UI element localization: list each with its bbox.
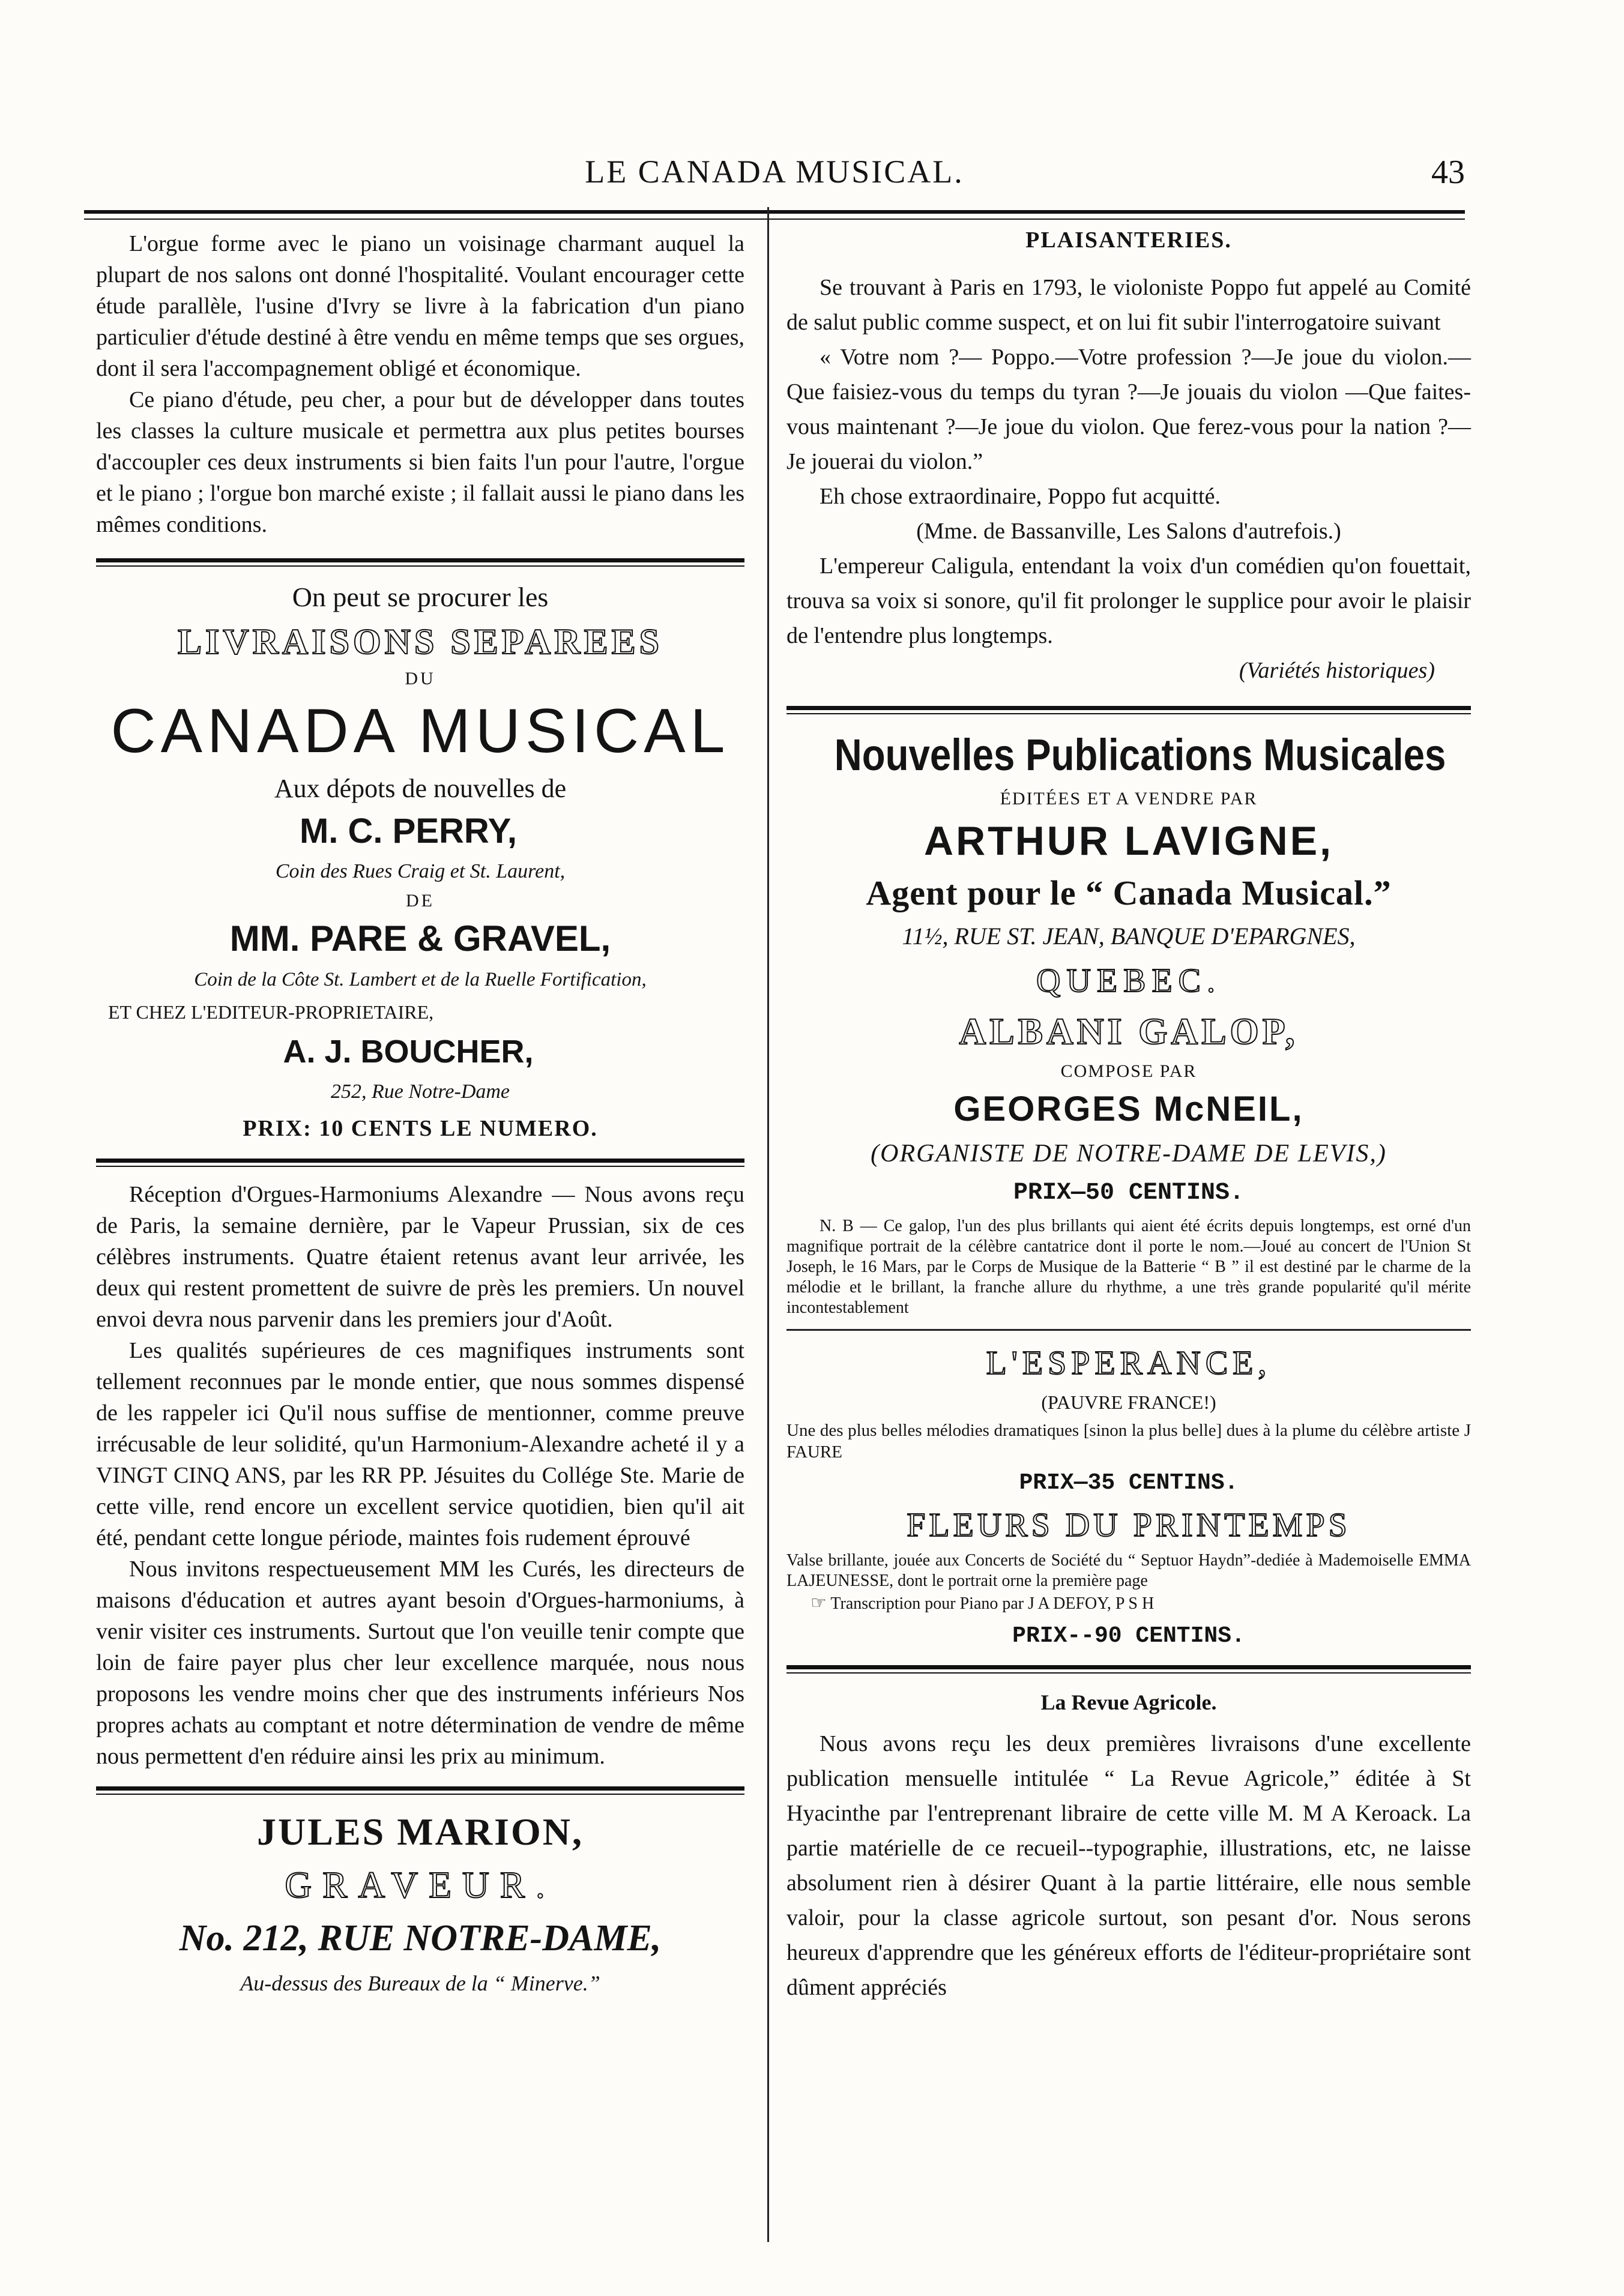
ad-name: JULES MARION,	[257, 1810, 584, 1853]
plaisanteries-paragraph: « Votre nom ?— Poppo.—Votre profession ?—Je joue du violon.—Que faisiez-vous du temps du tyran ?—Je jouais du violon —Que faites-vous maintenant ?—Je joue du violon. Que ferez-vous pour la nation ?—Je jouerai du violon.”	[786, 345, 1471, 474]
ad-line: COMPOSE PAR	[1060, 1061, 1197, 1081]
right-column	[786, 216, 1471, 2005]
reception-paragraph: Réception d'Orgues-Harmoniums Alexandre — Nous avons reçu de Paris, la semaine dernière, par le Vapeur Prussian, six de ces célèbres instruments. Quatre étaient retenus avant leur arrivée, les deux qui restent promettent de suivre de près les premiers. Un nouvel envoi devra nous parvenir dans les premiers jour d'Août.	[96, 1182, 744, 1332]
ad-line: (ORGANISTE DE NOTRE-DAME DE LEVIS,)	[871, 1140, 1387, 1168]
livraisons-advertisement	[96, 579, 744, 1146]
ad-title: ALBANI GALOP,	[959, 1011, 1299, 1052]
source-citation: (Variétés historiques)	[1239, 658, 1435, 683]
section-rule	[96, 1159, 744, 1167]
revue-paragraph: Nous avons reçu les deux premières livraisons d'une excellente publication mensuelle intitulée “ La Revue Agricole,” éditée à St Hyacinthe par l'entreprenant libraire de cette ville M. M A Keroack. La partie matérielle de ce recueil--typographie, illustrations, etc, ne laisse absolument rien à désirer Quant à la partie littéraire, elle nous semble valoir, pour la classe agricole surtout, son pesant d'or. Nous serons heureux d'apprendre que les généreux efforts de l'éditeur-propriétaire sont dûment appréciés	[786, 1731, 1471, 2000]
source-citation: (Mme. de Bassanville, Les Salons d'autrefois.)	[916, 519, 1341, 544]
section-rule	[96, 1786, 744, 1795]
ad-city: QUEBEC.	[1036, 962, 1221, 999]
ad-note: Une des plus belles mélodies dramatiques [sinon la plus belle] dues à la plume du célèbre artiste J FAURE	[786, 1421, 1471, 1462]
intro-paragraph: Ce piano d'étude, peu cher, a pour but de développer dans toutes les classes la culture musicale et permettra aux plus petites bourses d'accoupler ces deux instruments si bien faits l'un pour l'autre, l'orgue et le piano ; l'orgue bon marché existe ; il fallait aussi le piano dans les mêmes conditions.	[96, 387, 744, 537]
section-rule	[786, 706, 1471, 714]
ad-line: (PAUVRE FRANCE!)	[1041, 1391, 1216, 1413]
ad-line: Au-dessus des Bureaux de la “ Minerve.”	[240, 1971, 600, 1995]
ad-price: PRIX—50 CENTINS.	[1013, 1180, 1245, 1207]
ad-price: PRIX: 10 CENTS LE NUMERO.	[243, 1116, 598, 1141]
caligula-paragraph: L'empereur Caligula, entendant la voix d'un comédien qu'on fouettait, trouva sa voix si sonore, qu'il fit prolonger le supplice pour avoir le plaisir de l'entendre plus longtemps.	[786, 553, 1471, 648]
ad-heading: LIVRAISONS SEPAREES	[177, 622, 663, 661]
ad-address: Coin de la Côte St. Lambert et de la Ruelle Fortification,	[194, 969, 647, 990]
left-column	[96, 216, 744, 2004]
reception-paragraph: Nous invitons respectueusement MM les Curés, les directeurs de maisons d'éducation et autres ayant besoin d'Orgues-harmoniums, à venir visiter ces instruments. Surtout que l'on veuille tenir compte que loin de faire payer plus cher leur excellence marquée, nous nous proposons les vendre moins cher que des instruments inférieurs Nos propres achats au comptant et notre détermination de vendre de même nous permettent d'en réduire ainsi les prix au minimum.	[96, 1556, 744, 1769]
transcription-text: Transcription pour Piano par J A DEFOY, P S H	[830, 1594, 1155, 1613]
ad-line: ET CHEZ L'EDITEUR-PROPRIETAIRE,	[108, 1001, 434, 1023]
section-title: PLAISANTERIES.	[1025, 227, 1232, 253]
ad-title: Nouvelles Publications Musicales	[834, 730, 1446, 780]
column-separator	[767, 207, 769, 2242]
publications-advertisement	[786, 726, 1471, 1653]
page-number: 43	[1431, 154, 1465, 191]
ad-title: CANADA MUSICAL	[110, 696, 730, 766]
plaisanteries-paragraph: Eh chose extraordinaire, Poppo fut acquitté.	[820, 484, 1221, 509]
ad-line: Aux dépots de nouvelles de	[274, 774, 567, 803]
ad-name: A. J. BOUCHER,	[283, 1034, 534, 1070]
ad-name: GEORGES McNEIL,	[953, 1089, 1304, 1128]
ad-address: Coin des Rues Craig et St. Laurent,	[275, 860, 566, 882]
ad-line: DU	[405, 669, 436, 688]
section-rule	[96, 558, 744, 567]
masthead-title: LE CANADA MUSICAL.	[585, 154, 964, 190]
ad-line: On peut se procurer les	[292, 582, 549, 612]
section-title: La Revue Agricole.	[1040, 1690, 1217, 1714]
ad-name: MM. PARE & GRAVEL,	[229, 918, 611, 959]
ad-name: ARTHUR LAVIGNE,	[923, 818, 1334, 864]
ad-price: PRIX—35 CENTINS.	[1019, 1470, 1239, 1496]
ad-title: GRAVEUR.	[285, 1865, 556, 1906]
ad-title: L'ESPERANCE,	[986, 1345, 1272, 1382]
ad-price: PRIX--90 CENTINS.	[1012, 1623, 1245, 1649]
ad-title: FLEURS DU PRINTEMPS	[907, 1507, 1351, 1544]
ad-address: 252, Rue Notre-Dame	[330, 1080, 510, 1103]
ad-address: No. 212, RUE NOTRE-DAME,	[179, 1918, 662, 1959]
marion-advertisement	[96, 1807, 744, 2000]
section-rule	[786, 1665, 1471, 1674]
ad-address: 11½, RUE ST. JEAN, BANQUE D'EPARGNES,	[902, 923, 1356, 950]
plaisanteries-paragraph: Se trouvant à Paris en 1793, le violoniste Poppo fut appelé au Comité de salut public comme suspect, et on lui fit subir l'interrogatoire suivant	[786, 275, 1471, 335]
ad-note	[786, 1591, 1471, 1616]
ad-line: DE	[406, 891, 435, 911]
section-rule	[786, 1329, 1471, 1331]
ad-note: N. B — Ce galop, l'un des plus brillants qui aient été écrits depuis longtemps, est orné d'un magnifique portrait de la célèbre cantatrice dont il porte le nom.—Joué au concert de l'Union St Joseph, le 16 Mars, par le Corps de Musique de la Batterie “ B ” il est destiné par le charme de la mélodie et le brillant, la franche allure du rhythme, a une très grande popularité qu'il mérite incontestablement	[786, 1217, 1471, 1317]
pointing-hand-icon: ☞	[810, 1593, 827, 1613]
ad-name: M. C. PERRY,	[299, 812, 518, 851]
ad-note: Valse brillante, jouée aux Concerts de Société du “ Septuor Haydn”-dediée à Mademoiselle EMMA LAJEUNESSE, dont le portrait orne la première page	[786, 1551, 1471, 1590]
page-header	[84, 153, 1465, 195]
ad-line: ÉDITÉES ET A VENDRE PAR	[1000, 789, 1258, 809]
ad-line: Agent pour le “ Canada Musical.”	[866, 873, 1392, 912]
intro-paragraph: L'orgue forme avec le piano un voisinage charmant auquel la plupart de nos salons ont donné l'hospitalité. Voulant encourager cette étude parallèle, l'usine d'Ivry se livre à la fabrication d'un piano particulier d'étude destiné à être vendu en même temps que ses orgues, dont il sera l'accompagnement obligé et économique.	[96, 231, 744, 381]
reception-paragraph: Les qualités supérieures de ces magnifiques instruments sont tellement reconnues par le monde entier, que nous sommes dispensé de les rappeler ici Qu'il nous suffise de mentionner, comme preuve irrécusable de leur solidité, qu'un Harmonium-Alexandre acheté il y a VINGT CINQ ANS, par les RR PP. Jésuites du Collége Ste. Marie de cette ville, rend encore un excellent service quotidien, bien qu'il ait été, pendant cette longue période, maintes fois rudement éprouvé	[96, 1338, 744, 1550]
